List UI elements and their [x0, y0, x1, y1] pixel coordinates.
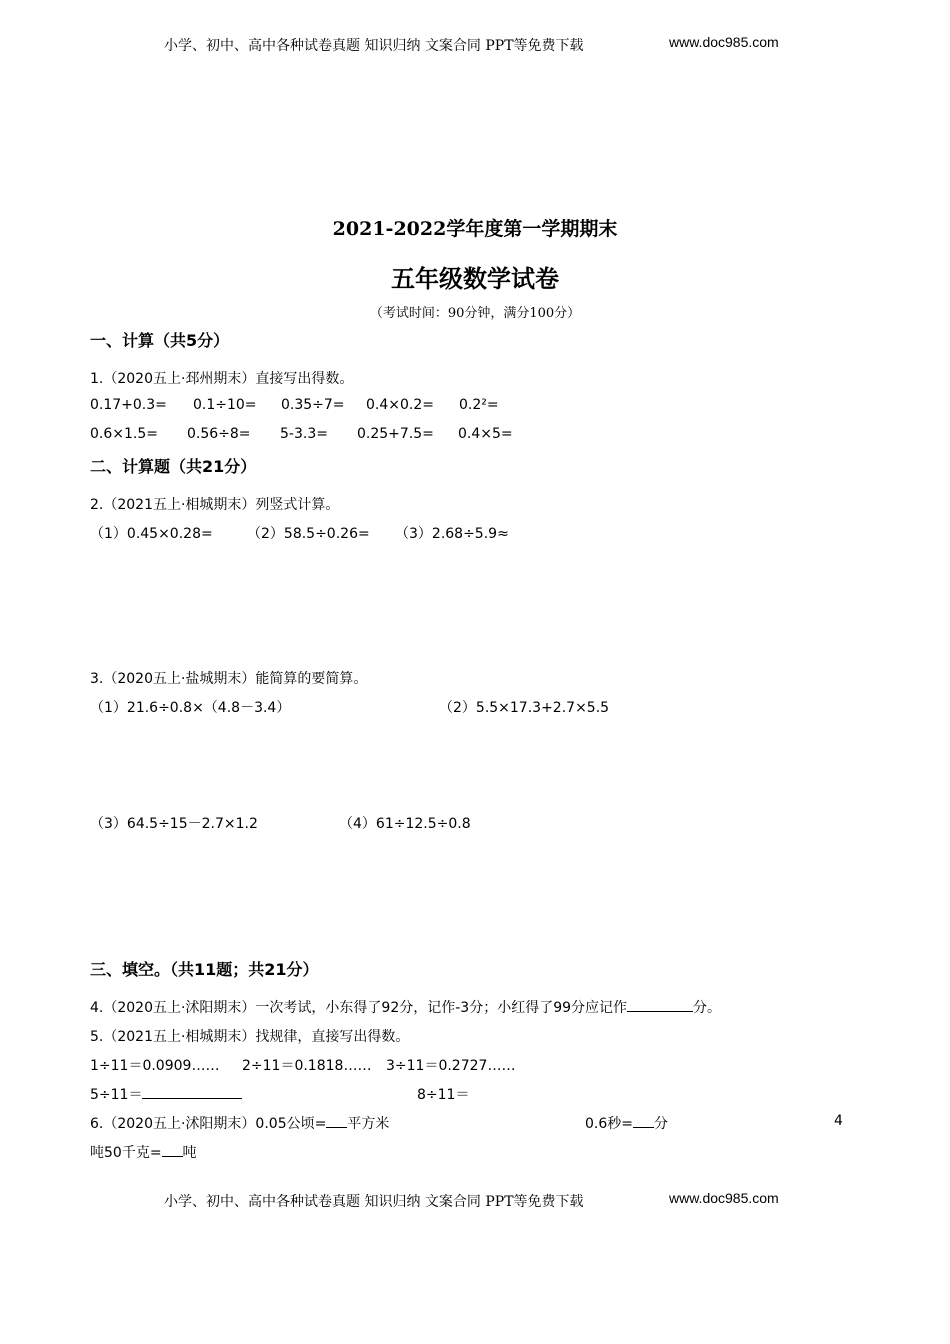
q6-stem: 6.（2020五上·沭阳期末）0.05公顷=: [90, 1116, 327, 1132]
question-6-part-1: [90, 1113, 389, 1133]
q6-answer-blank-1[interactable]: [326, 1113, 347, 1128]
q5-ask-1-label: 5÷11＝: [90, 1087, 143, 1103]
q1-row1-item-1: 0.17+0.3=: [90, 397, 167, 413]
section-1-heading: 一、计算（共5分）: [90, 331, 230, 350]
q1-row1-item-5: 0.2²=: [459, 397, 499, 413]
q5-answer-blank-1[interactable]: [142, 1084, 242, 1099]
q6-answer-blank-2[interactable]: [633, 1113, 654, 1128]
q1-row1-item-2: 0.1÷10=: [193, 397, 257, 413]
q1-row2-item-2: 0.56÷8=: [187, 426, 251, 442]
header-text: 小学、初中、高中各种试卷真题 知识归纳 文案合同 PPT等免费下载: [164, 38, 584, 54]
q1-row2-item-3: 5-3.3=: [280, 426, 328, 442]
q5-pattern-2: 2÷11＝0.1818……: [242, 1058, 372, 1074]
q6-unit-2: 分: [654, 1116, 668, 1132]
q5-ask-1: [90, 1084, 242, 1104]
question-3-stem: 3.（2020五上·盐城期末）能简算的要简算。: [90, 671, 368, 687]
q3-item-3: （3）64.5÷15－2.7×1.2: [90, 816, 258, 832]
q6-part-3-label: 吨50千克=: [90, 1145, 162, 1161]
q6-unit-3: 吨: [182, 1145, 197, 1161]
q4-answer-blank[interactable]: [627, 997, 693, 1012]
q2-item-3: （3）2.68÷5.9≈: [395, 526, 509, 542]
exam-note: （考试时间：90分钟，满分100分）: [369, 306, 581, 321]
q3-item-1: （1）21.6÷0.8×（4.8－3.4）: [90, 700, 291, 716]
q4-stem: 4.（2020五上·沭阳期末）一次考试，小东得了92分，记作-3分；小红得了99分应记作: [90, 1000, 628, 1016]
question-6-part-2: [585, 1113, 668, 1133]
question-2-stem: 2.（2021五上·相城期末）列竖式计算。: [90, 497, 340, 513]
q3-item-4: （4）61÷12.5÷0.8: [339, 816, 471, 832]
q5-pattern-1: 1÷11＝0.0909……: [90, 1058, 220, 1074]
q1-row1-item-3: 0.35÷7=: [281, 397, 345, 413]
q6-answer-blank-3[interactable]: [162, 1142, 183, 1157]
q1-row2-item-5: 0.4×5=: [458, 426, 513, 442]
section-2-heading: 二、计算题（共21分）: [90, 457, 257, 476]
question-4: [90, 997, 721, 1017]
q1-row2-item-1: 0.6×1.5=: [90, 426, 158, 442]
q6-unit-1: 平方米: [347, 1116, 390, 1132]
exam-title-subject: 五年级数学试卷: [391, 265, 559, 293]
footer-url[interactable]: www.doc985.com: [669, 1190, 779, 1206]
q1-row2-item-4: 0.25+7.5=: [357, 426, 434, 442]
q6-part-2-label: 0.6秒=: [585, 1116, 633, 1132]
q1-row1-item-4: 0.4×0.2=: [366, 397, 434, 413]
footer-text: 小学、初中、高中各种试卷真题 知识归纳 文案合同 PPT等免费下载: [164, 1194, 584, 1210]
question-6-part-3: [90, 1142, 197, 1162]
q4-tail: 分。: [693, 1000, 722, 1016]
q6-part-3-number: 4: [834, 1113, 843, 1129]
section-3-heading: 三、填空。（共11题；共21分）: [90, 960, 319, 979]
header-url[interactable]: www.doc985.com: [669, 34, 779, 50]
q2-item-2: （2）58.5÷0.26=: [247, 526, 370, 542]
q5-pattern-3: 3÷11＝0.2727……: [386, 1058, 516, 1074]
q5-ask-2: 8÷11＝: [417, 1087, 470, 1103]
question-5-stem: 5.（2021五上·相城期末）找规律，直接写出得数。: [90, 1029, 410, 1045]
q3-item-2: （2）5.5×17.3+2.7×5.5: [439, 700, 610, 716]
exam-title-year: 2021-2022学年度第一学期期末: [332, 218, 618, 240]
question-1-stem: 1.（2020五上·邳州期末）直接写出得数。: [90, 371, 354, 387]
q2-item-1: （1）0.45×0.28=: [90, 526, 213, 542]
